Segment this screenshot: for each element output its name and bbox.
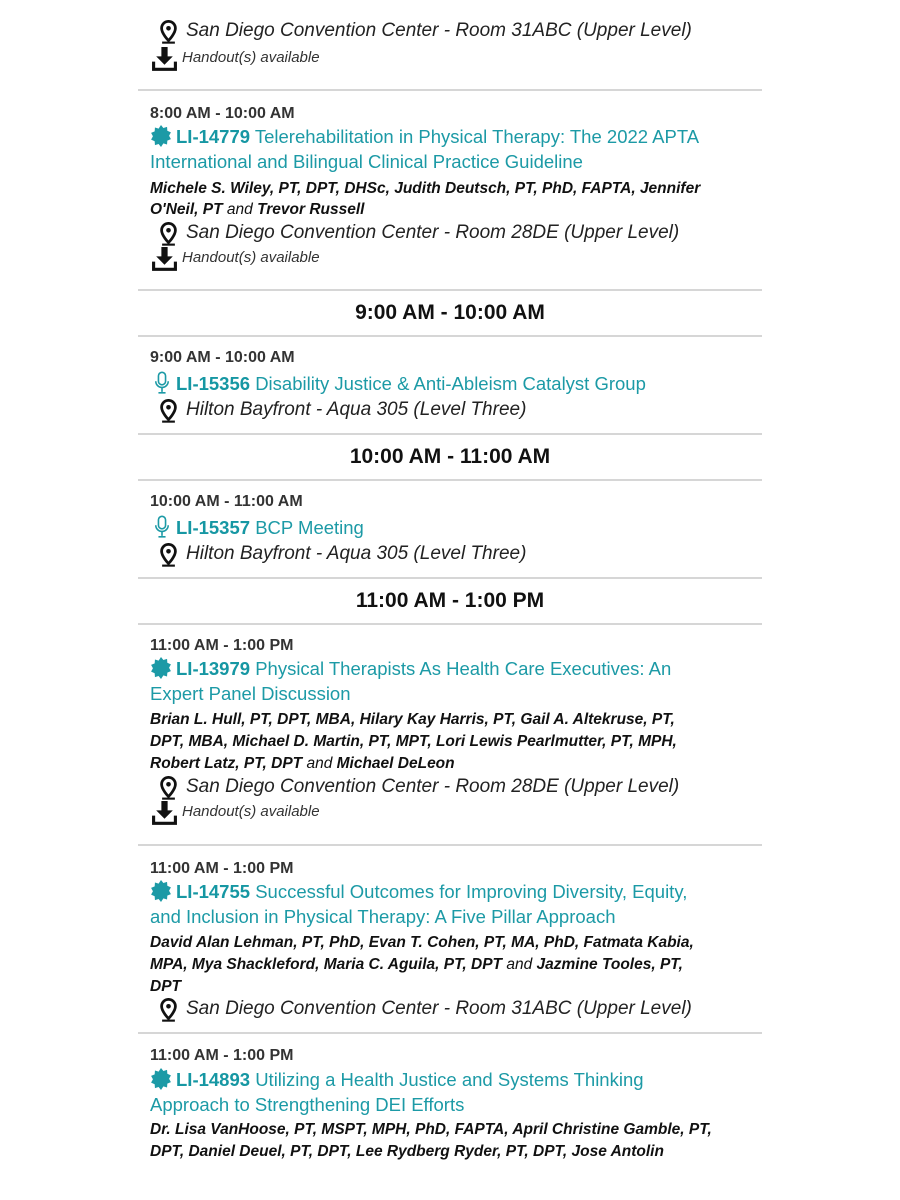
speaker-link[interactable]: Hilary Kay Harris, PT: [359, 711, 512, 728]
separator: ,: [562, 1143, 572, 1160]
download-icon[interactable]: [151, 247, 178, 272]
session-title-link[interactable]: [150, 1068, 770, 1091]
badge-icon: [150, 657, 172, 679]
session-code: LI-14893: [176, 1069, 251, 1090]
session-code: LI-15356: [176, 373, 251, 394]
speaker-list: [150, 934, 770, 952]
conjunction: and: [302, 755, 337, 772]
speaker-link[interactable]: Trevor Russell: [257, 201, 365, 218]
speaker-link[interactable]: Jazmine Tooles, PT,: [536, 956, 683, 973]
session-title: Physical Therapists As Health Care Executives: An: [255, 658, 672, 679]
speaker-link[interactable]: Michael DeLeon: [336, 755, 455, 772]
session-title: Utilizing a Health Justice and Systems Thinking: [255, 1069, 644, 1090]
map-pin-icon: [160, 399, 177, 423]
time-slot-header: 10:00 AM - 11:00 AM: [349, 445, 551, 468]
session-title-line2[interactable]: and Inclusion in Physical Therapy: A Five Pillar Approach: [150, 906, 616, 927]
session-title-line2[interactable]: Approach to Strengthening DEI Efforts: [150, 1094, 465, 1115]
session-time: 9:00 AM - 10:00 AM: [150, 349, 295, 366]
speaker-link[interactable]: Jennifer: [639, 180, 701, 197]
map-pin-icon: [160, 998, 177, 1022]
handout-link[interactable]: Handout(s) available: [182, 49, 320, 66]
speaker-link[interactable]: Judith Deutsch, PT, PhD, FAPTA: [394, 180, 632, 197]
session-title: Disability Justice & Anti-Ableism Catalyst Group: [255, 373, 646, 394]
conjunction: and: [222, 201, 258, 218]
session-title: Successful Outcomes for Improving Diversity, Equity,: [255, 881, 688, 902]
separator: ,: [315, 956, 324, 973]
divider: [138, 844, 762, 846]
speaker-list-line2: [150, 1143, 770, 1161]
speaker-link[interactable]: Michele S. Wiley, PT, DPT, DHSc: [150, 180, 386, 197]
session-title-link[interactable]: [150, 515, 770, 539]
speaker-link[interactable]: Lori Lewis Pearlmutter, PT, MPH: [435, 733, 673, 750]
session-title: Telerehabilitation in Physical Therapy: The 2022 APTA: [254, 126, 700, 147]
session-title-link[interactable]: [150, 125, 770, 148]
download-icon[interactable]: [151, 801, 178, 826]
speaker-link[interactable]: Fatmata Kabia,: [583, 934, 694, 951]
download-icon[interactable]: [151, 47, 178, 72]
time-slot-header: 9:00 AM - 10:00 AM: [355, 301, 545, 324]
separator: ,: [672, 733, 677, 750]
speaker-link[interactable]: Robert Latz, PT, DPT: [150, 755, 303, 772]
divider: [138, 1032, 762, 1034]
speaker-list: [150, 1121, 770, 1139]
separator: ,: [223, 733, 233, 750]
map-pin-icon: [160, 543, 177, 567]
session-location: San Diego Convention Center - Room 28DE (Upper Level): [186, 222, 680, 243]
conjunction: and: [502, 956, 537, 973]
separator: ,: [183, 956, 192, 973]
session-code: LI-15357: [176, 517, 251, 538]
session-title-line2[interactable]: International and Bilingual Clinical Practice Guideline: [150, 151, 583, 172]
divider: [138, 479, 762, 481]
speaker-link[interactable]: Evan T. Cohen, PT, MA, PhD: [368, 934, 575, 951]
speaker-link[interactable]: Daniel Deuel, PT, DPT: [188, 1143, 348, 1160]
session-time: 11:00 AM - 1:00 PM: [150, 1047, 294, 1064]
separator: ,: [631, 180, 640, 197]
divider: [138, 623, 762, 625]
speaker-link[interactable]: Mya Shackleford: [191, 956, 316, 973]
session-location: San Diego Convention Center - Room 31ABC (Upper Level): [186, 998, 692, 1019]
session-title-link[interactable]: [150, 657, 770, 680]
speaker-link[interactable]: DPT, MBA: [150, 733, 224, 750]
separator: ,: [179, 1143, 189, 1160]
session-title-line2[interactable]: Expert Panel Discussion: [150, 683, 351, 704]
speaker-link[interactable]: April Christine Gamble, PT,: [512, 1121, 712, 1138]
time-slot-header: 11:00 AM - 1:00 PM: [355, 589, 545, 612]
session-code: LI-13979: [176, 658, 251, 679]
microphone-icon: [154, 371, 170, 395]
speaker-link[interactable]: MPA: [150, 956, 184, 973]
speaker-list-line3: [150, 978, 770, 996]
badge-icon: [150, 880, 172, 902]
session-title-link[interactable]: [150, 880, 770, 903]
separator: ,: [574, 934, 584, 951]
speaker-link[interactable]: DPT: [150, 1143, 180, 1160]
speaker-link[interactable]: DPT: [150, 978, 181, 995]
session-title: BCP Meeting: [255, 517, 364, 538]
session-code: LI-14779: [176, 126, 251, 147]
speaker-list-line2: [150, 201, 770, 219]
speaker-list: [150, 180, 770, 198]
speaker-link[interactable]: Brian L. Hull, PT, DPT, MBA: [150, 711, 351, 728]
speaker-list-line2: [150, 956, 770, 974]
speaker-link[interactable]: Jose Antolin: [571, 1143, 664, 1160]
microphone-icon: [154, 515, 170, 539]
handout-link[interactable]: Handout(s) available: [182, 249, 320, 266]
separator: ,: [504, 1121, 513, 1138]
separator: ,: [347, 1143, 356, 1160]
map-pin-icon: [160, 222, 177, 246]
session-time: 8:00 AM - 10:00 AM: [150, 105, 295, 122]
session-location: San Diego Convention Center - Room 28DE (Upper Level): [186, 776, 680, 797]
divider: [138, 335, 762, 337]
map-pin-icon: [160, 20, 177, 44]
session-time: 10:00 AM - 11:00 AM: [150, 493, 303, 510]
separator: ,: [360, 934, 369, 951]
speaker-link[interactable]: Lee Rydberg Ryder, PT, DPT: [355, 1143, 563, 1160]
badge-icon: [150, 125, 172, 147]
session-title-link[interactable]: [150, 371, 770, 395]
divider: [138, 433, 762, 435]
separator: ,: [427, 733, 436, 750]
speaker-link[interactable]: Gail A. Altekruse, PT,: [520, 711, 675, 728]
session-location: Hilton Bayfront - Aqua 305 (Level Three): [186, 543, 527, 564]
map-pin-icon: [160, 776, 177, 800]
separator: ,: [385, 180, 395, 197]
speaker-list-line2: [150, 733, 770, 751]
handout-link[interactable]: Handout(s) available: [182, 803, 320, 820]
speaker-link[interactable]: David Alan Lehman, PT, PhD: [150, 934, 361, 951]
session-time: 11:00 AM - 1:00 PM: [150, 860, 294, 877]
session-location: San Diego Convention Center - Room 31ABC (Upper Level): [186, 20, 692, 41]
speaker-link[interactable]: Michael D. Martin, PT, MPT: [232, 733, 428, 750]
divider: [138, 289, 762, 291]
separator: ,: [511, 711, 521, 728]
divider: [138, 577, 762, 579]
speaker-list: [150, 711, 770, 729]
speaker-list-line3: [150, 755, 770, 773]
badge-icon: [150, 1068, 172, 1090]
session-code: LI-14755: [176, 881, 251, 902]
speaker-link[interactable]: O'Neil, PT: [150, 201, 223, 218]
speaker-link[interactable]: Maria C. Aguila, PT, DPT: [323, 956, 503, 973]
session-location: Hilton Bayfront - Aqua 305 (Level Three): [186, 399, 527, 420]
speaker-link[interactable]: Dr. Lisa VanHoose, PT, MSPT, MPH, PhD, FAPTA: [150, 1121, 505, 1138]
separator: ,: [350, 711, 360, 728]
session-time: 11:00 AM - 1:00 PM: [150, 637, 294, 654]
divider: [138, 89, 762, 91]
